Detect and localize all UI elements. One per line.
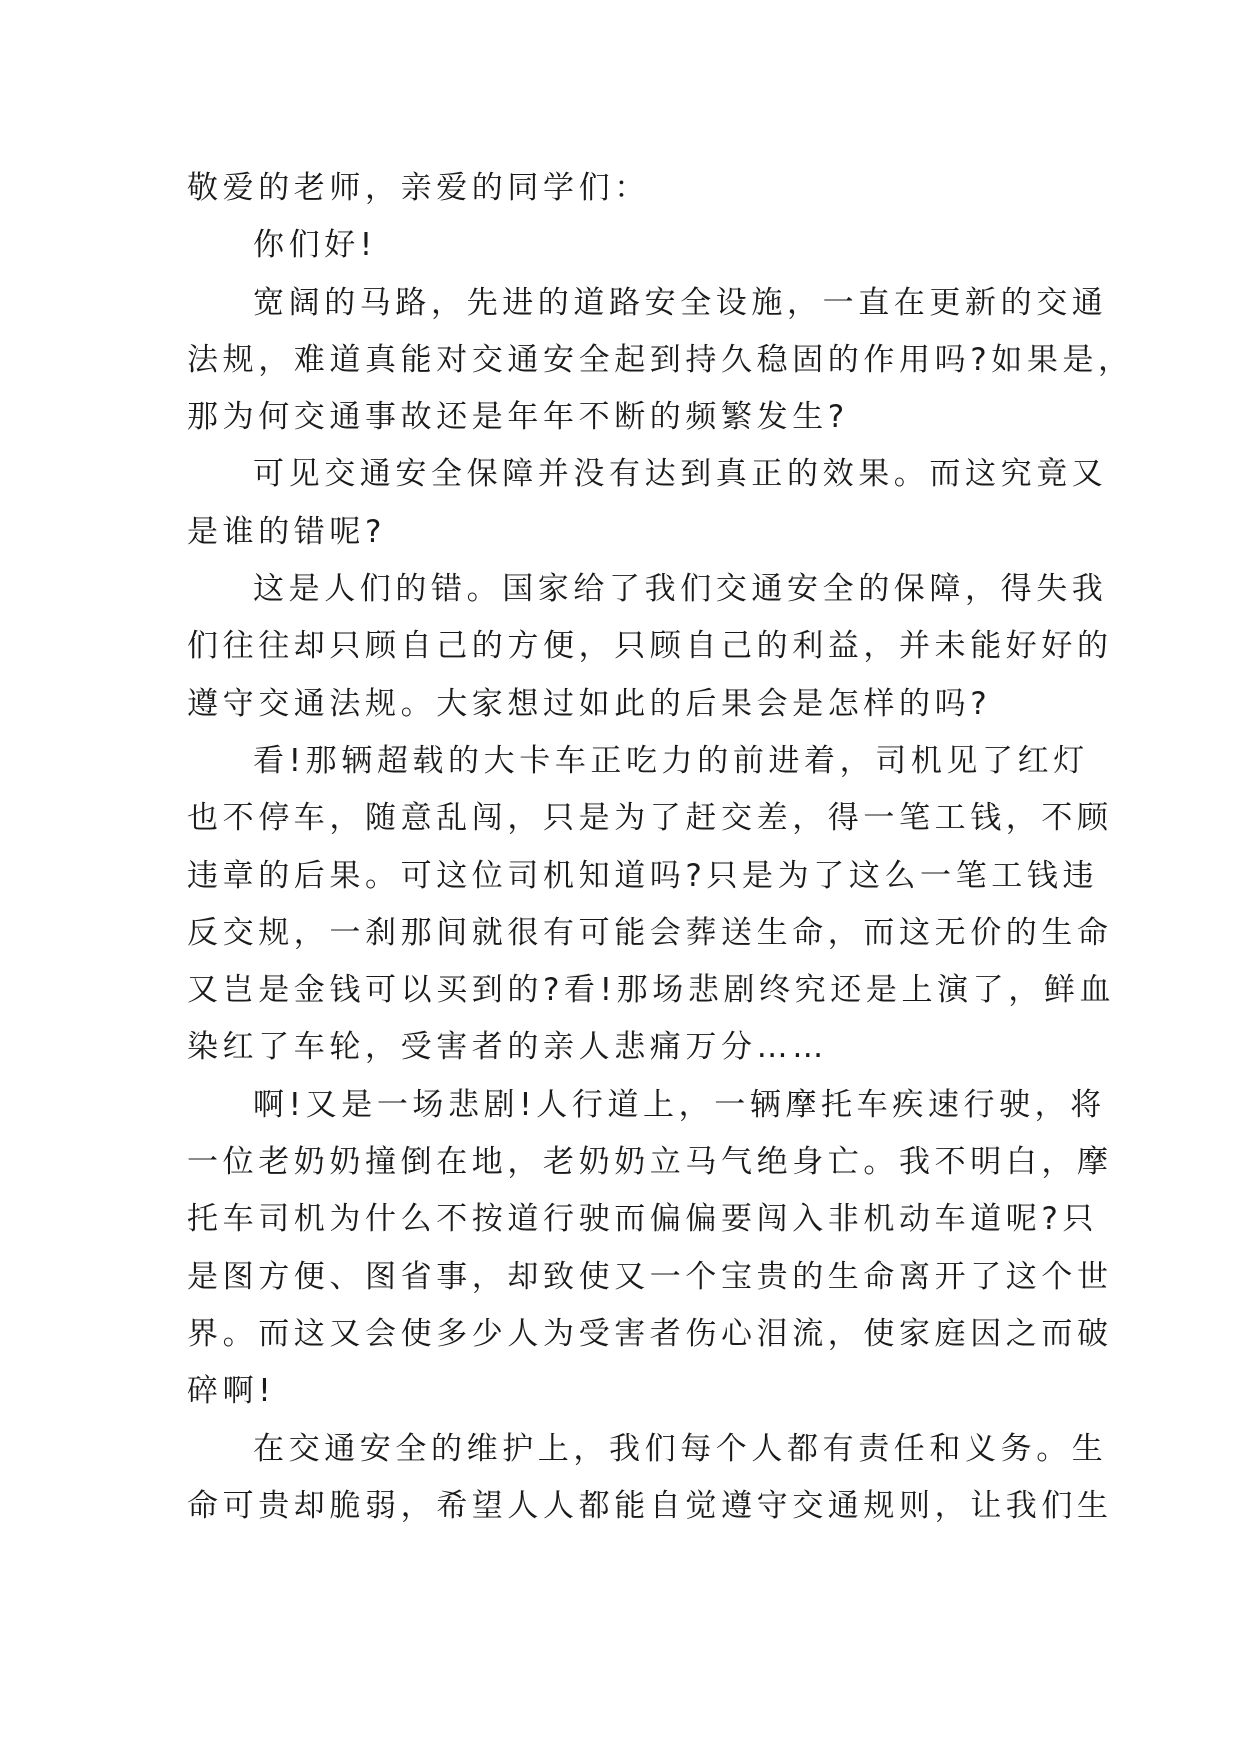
text-line: 遵守交通法规。大家想过如此的后果会是怎样的吗? <box>187 685 992 722</box>
text-line: 那为何交通事故还是年年不断的频繁发生? <box>187 399 849 436</box>
paragraph-first-line: 看!那辆超载的大卡车正吃力的前进着，司机见了红灯 <box>253 742 1089 779</box>
text-line: 碎啊! <box>187 1373 276 1410</box>
paragraph-first-line: 啊!又是一场悲剧!人行道上，一辆摩托车疾速行驶，将 <box>253 1086 1106 1123</box>
text-line: 反交规，一刹那间就很有可能会葬送生命，而这无价的生命 <box>187 914 1113 951</box>
text-line: 托车司机为什么不按道行驶而偏偏要闯入非机动车道呢?只 <box>187 1201 1099 1238</box>
text-line: 是图方便、图省事，却致使又一个宝贵的生命离开了这个世 <box>187 1258 1113 1295</box>
text-line: 染红了车轮，受害者的亲人悲痛万分…… <box>187 1029 828 1066</box>
text-line: 违章的后果。可这位司机知道吗?只是为了这么一笔工钱违 <box>187 857 1099 894</box>
paragraph-first-line: 在交通安全的维护上，我们每个人都有责任和义务。生 <box>253 1430 1108 1467</box>
text-line: 一位老奶奶撞倒在地，老奶奶立马气绝身亡。我不明白，摩 <box>187 1144 1113 1181</box>
paragraph-first-line: 你们好! <box>253 227 377 264</box>
text-line: 敬爱的老师，亲爱的同学们： <box>187 170 650 206</box>
document-body <box>187 160 1134 1535</box>
text-line: 也不停车，随意乱闯，只是为了赶交差，得一笔工钱，不顾 <box>187 800 1113 837</box>
text-line: 命可贵却脆弱，希望人人都能自觉遵守交通规则，让我们生 <box>187 1487 1113 1524</box>
text-line: 是谁的错呢? <box>187 513 387 550</box>
paragraph-first-line: 这是人们的错。国家给了我们交通安全的保障，得失我 <box>253 571 1108 608</box>
text-line: 界。而这又会使多少人为受害者伤心泪流，使家庭因之而破 <box>187 1315 1113 1352</box>
paragraph-first-line: 宽阔的马路，先进的道路安全设施，一直在更新的交通 <box>253 284 1108 321</box>
text-line: 又岂是金钱可以买到的?看!那场悲剧终究还是上演了，鲜血 <box>187 972 1116 1009</box>
text-line: 们往往却只顾自己的方便，只顾自己的利益，并未能好好的 <box>187 628 1113 665</box>
text-line: 法规，难道真能对交通安全起到持久稳固的作用吗?如果是， <box>187 341 1134 378</box>
paragraph-first-line: 可见交通安全保障并没有达到真正的效果。而这究竟又 <box>253 456 1108 493</box>
